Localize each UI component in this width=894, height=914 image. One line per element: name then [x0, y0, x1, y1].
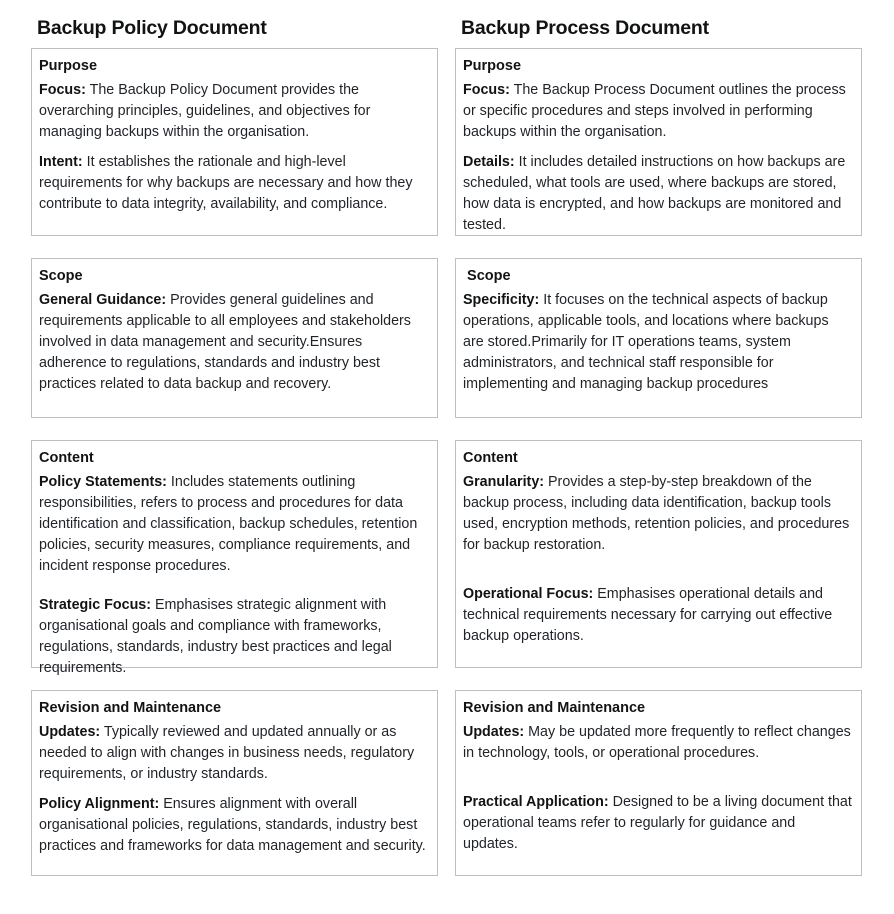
paragraph-updates: [39, 722, 429, 785]
paragraph-lead: Policy Alignment:: [39, 796, 160, 813]
paragraph-focus: [39, 80, 429, 143]
paragraph-lead: Granularity:: [463, 474, 545, 491]
paragraph-operational-focus: [463, 584, 853, 647]
cell-process-purpose: [455, 48, 862, 236]
column-backup-process-document: [455, 0, 862, 876]
paragraph-text: May be updated more frequently to reflect changes in technology, tools, or operational procedures.: [463, 724, 851, 762]
cell-policy-content: [31, 440, 438, 677]
paragraph-text: Provides general guidelines and requirements applicable to all employees and stakeholders involved in data management and security.Ensures adherence to regulations, standards and industry best practices related to data backup and recovery.: [39, 292, 411, 393]
column-title-process: Backup Process Document: [461, 17, 709, 39]
paragraph-lead: Practical Application:: [463, 794, 609, 811]
cell-heading-content: Content: [463, 450, 518, 467]
paragraph-lead: Focus:: [463, 82, 510, 99]
paragraph-lead: Updates:: [39, 724, 101, 741]
paragraph-text: It focuses on the technical aspects of backup operations, applicable tools, and locations where backups are stored.Primarily for IT operations teams, system administrators, and technical staff responsible for implementing and managing backup procedures: [463, 292, 829, 393]
paragraph-text: Includes statements outlining responsibilities, refers to process and procedures for data identification and classification, backup schedules, retention policies, security measures, compliance requirements, and incident response procedures.: [39, 474, 418, 575]
paragraph-lead: Details:: [463, 154, 515, 171]
cell-process-content: [455, 440, 862, 668]
cell-policy-revision: [31, 690, 438, 876]
cell-process-scope: [455, 258, 862, 418]
cell-heading-revision: Revision and Maintenance: [39, 700, 222, 717]
paragraph-specificity: [463, 290, 853, 395]
paragraph-lead: General Guidance:: [39, 292, 167, 309]
column-title-policy: Backup Policy Document: [37, 17, 267, 39]
paragraph-text: Provides a step-by-step breakdown of the backup process, including data identification, backup tools used, encryption methods, retention policies, and procedures for backup restoration.: [463, 474, 850, 554]
paragraph-text: Ensures alignment with overall organisational policies, regulations, standards, industry best practices and frameworks for data management and security.: [39, 796, 426, 855]
paragraph-text: The Backup Process Document outlines the process or specific procedures and steps involved in performing backups within the organisation.: [463, 82, 846, 141]
paragraph-general-guidance: [39, 290, 429, 395]
paragraph-strategic-focus: [39, 595, 429, 679]
column-backup-policy-document: [31, 0, 438, 876]
paragraph-policy-alignment: [39, 794, 429, 857]
paragraph-lead: Specificity:: [463, 292, 540, 309]
cell-heading-scope: Scope: [39, 268, 83, 285]
paragraph-text: The Backup Policy Document provides the overarching principles, guidelines, and objectives for managing backups within the organisation.: [39, 82, 371, 141]
paragraph-text: It establishes the rationale and high-level requirements for why backups are necessary and how they contribute to data integrity, availability, and compliance.: [39, 154, 413, 213]
paragraph-text: Typically reviewed and updated annually or as needed to align with changes in business needs, regulatory requirements, or industry standards.: [39, 724, 415, 783]
paragraph-lead: Intent:: [39, 154, 83, 171]
paragraph-details: [463, 152, 853, 236]
paragraph-focus: [463, 80, 853, 143]
cell-policy-scope: [31, 258, 438, 418]
paragraph-updates: [463, 722, 853, 764]
paragraph-lead: Updates:: [463, 724, 525, 741]
cell-heading-scope: Scope: [463, 268, 511, 285]
paragraph-policy-statements: [39, 472, 429, 577]
paragraph-text: Emphasises operational details and technical requirements necessary for carrying out effective backup operations.: [463, 586, 833, 645]
paragraph-lead: Strategic Focus:: [39, 597, 152, 614]
cell-process-revision: [455, 690, 862, 876]
paragraph-text: It includes detailed instructions on how backups are scheduled, what tools are used, where backups are stored, how data is encrypted, and how backups are monitored and tested.: [463, 154, 846, 234]
cell-policy-purpose: [31, 48, 438, 236]
paragraph-granularity: [463, 472, 853, 556]
paragraph-lead: Policy Statements:: [39, 474, 167, 491]
paragraph-text: Emphasises strategic alignment with organisational goals and compliance with frameworks, regulations, standards, industry best practices and legal requirements.: [39, 597, 392, 677]
paragraph-practical-application: [463, 792, 853, 855]
cell-heading-content: Content: [39, 450, 94, 467]
paragraph-text: Designed to be a living document that operational teams refer to regularly for guidance and updates.: [463, 794, 852, 853]
paragraph-lead: Operational Focus:: [463, 586, 594, 603]
paragraph-lead: Focus:: [39, 82, 86, 99]
cell-heading-purpose: Purpose: [39, 58, 98, 75]
paragraph-intent: [39, 152, 429, 215]
cell-heading-purpose: Purpose: [463, 58, 522, 75]
cell-heading-revision: Revision and Maintenance: [463, 700, 646, 717]
